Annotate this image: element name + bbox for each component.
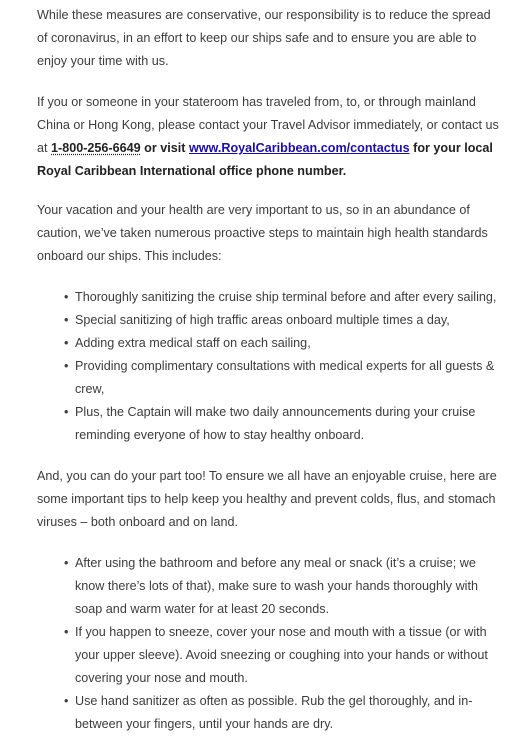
paragraph-contact — [37, 91, 502, 183]
list-item — [64, 552, 502, 621]
bullet-icon: • — [64, 313, 69, 327]
list-item — [64, 309, 502, 332]
list-item-text: Special sanitizing of high traffic areas onboard multiple times a day, — [75, 313, 450, 327]
contact-intro-text: If you or someone in your stateroom has traveled from, to, or through mainland China or Hong Kong, please contact your Travel Advisor immediately, or contact us at — [37, 95, 499, 155]
or-visit-text: or visit — [140, 141, 189, 155]
bullet-icon: • — [64, 336, 69, 350]
list-item-text: After using the bathroom and before any meal or snack (it’s a cruise; we know there’s lots of that), make sure to wash your hands thoroughly with soap and warm water for at least 20 seconds. — [75, 556, 478, 616]
health-tips-list — [37, 552, 502, 736]
bullet-icon: • — [64, 694, 69, 708]
list-item — [64, 621, 502, 690]
health-measures-list — [37, 286, 502, 447]
phone-number-link[interactable]: 1-800-256-6649 — [51, 141, 141, 155]
list-item — [64, 286, 502, 309]
paragraph-health: Your vacation and your health are very important to us, so in an abundance of caution, we’ve taken numerous proactive steps to maintain high health standards onboard our ships. This includes: — [37, 203, 488, 263]
list-item-text: Providing complimentary consultations with medical experts for all guests & crew, — [75, 359, 495, 396]
list-item-text: Use hand sanitizer as often as possible. Rub the gel thoroughly, and in-between your fingers, until your hands are dry. — [75, 694, 473, 731]
list-item-text: Thoroughly sanitizing the cruise ship terminal before and after every sailing, — [75, 290, 497, 304]
list-item — [64, 690, 502, 736]
bullet-icon: • — [64, 290, 69, 304]
list-item — [64, 401, 502, 447]
bullet-icon: • — [64, 556, 69, 570]
bullet-icon: • — [64, 359, 69, 373]
list-item-text: Plus, the Captain will make two daily announcements during your cruise reminding everyone of how to stay healthy onboard. — [75, 405, 476, 442]
list-item-text: If you happen to sneeze, cover your nose and mouth with a tissue (or with your upper sleeve). Avoid sneezing or coughing into your hands or without covering your nose and mouth. — [75, 625, 488, 685]
bullet-icon: • — [64, 405, 69, 419]
paragraph-tips: And, you can do your part too! To ensure we all have an enjoyable cruise, here are some important tips to help keep you healthy and prevent colds, flus, and stomach viruses – both onboard and on land. — [37, 469, 497, 529]
list-item-text: Adding extra medical staff on each sailing, — [75, 336, 311, 350]
paragraph-measures: While these measures are conservative, our responsibility is to reduce the spread of coronavirus, in an effort to keep our ships safe and to ensure you are able to enjoy your time with us. — [37, 8, 491, 68]
contact-outro-text: for your local Royal Caribbean International office phone number. — [37, 141, 493, 178]
contactus-link[interactable]: www.RoyalCaribbean.com/contactus — [188, 141, 410, 155]
list-item — [64, 332, 502, 355]
list-item — [64, 355, 502, 401]
bullet-icon: • — [64, 625, 69, 639]
